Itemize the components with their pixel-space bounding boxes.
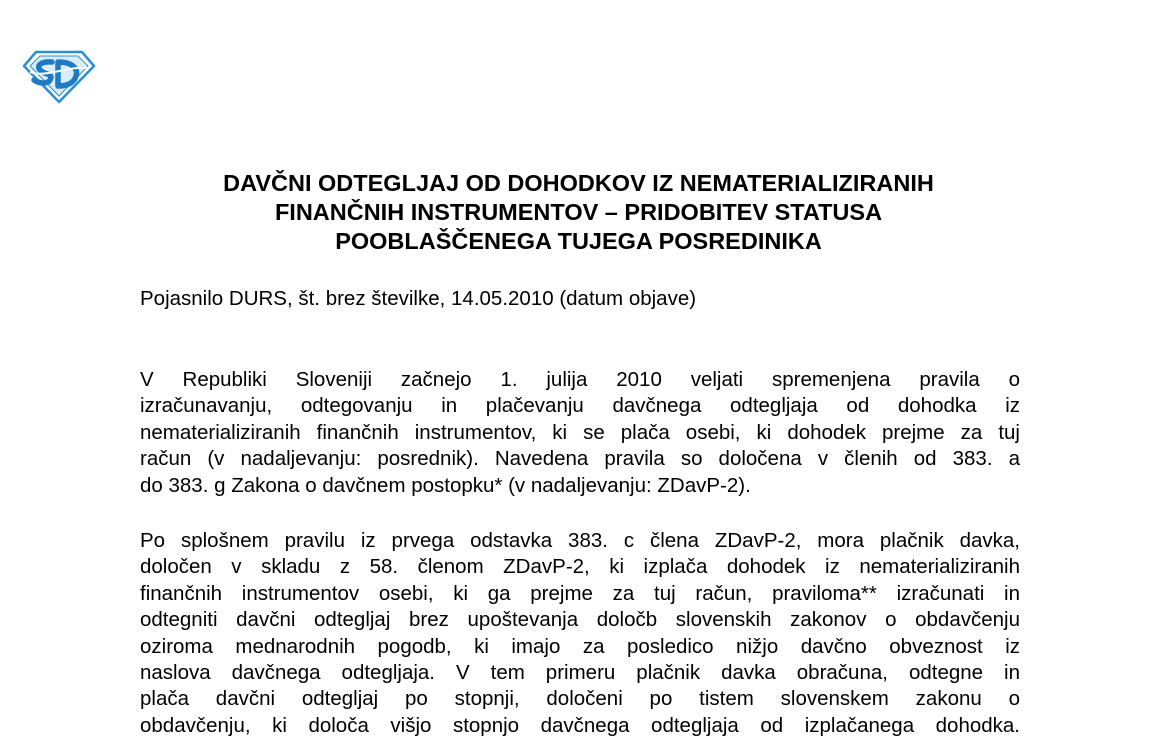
paragraph-line: do 383. g Zakona o davčnem postopku* (v nadaljevanju: ZDavP-2). [140,473,751,497]
paragraph-line: nematerializiranih finančnih instrumentov, ki se plača osebi, ki dohodek prejme za tuj [140,420,1020,444]
paragraph-line: račun (v nadaljevanju: posrednik). Navedena pravila so določena v členih od 383. a [140,447,1020,471]
title-line: FINANČNIH INSTRUMENTOV – PRIDOBITEV STATUSA [274,199,883,225]
document-subtitle: Pojasnilo DURS, št. brez številke, 14.05.2010 (datum objave) [140,287,697,310]
paragraph-line: obdavčenju, ki določa višjo stopnjo davčnega odtegljaja od izplačanega dohodka. [140,713,1020,737]
paragraph-line: izračunavanju, odtegovanju in plačevanju davčnega odtegljaja od dohodka iz [140,394,1020,418]
document-title [60,169,1097,256]
paragraph-line: V Republiki Sloveniji začnejo 1. julija 2010 veljati spremenjena pravila o [140,368,1020,391]
paragraph-line: določen v skladu z 58. členom ZDavP-2, ki izplača dohodek iz nematerializiranih [140,555,1020,579]
paragraph-line: odtegniti davčni odtegljaj brez upoštevanja določb slovenskih zakonov o obdavčenju [140,608,1020,632]
sd-diamond-logo-icon [22,50,96,104]
title-line: DAVČNI ODTEGLJAJ OD DOHODKOV IZ NEMATERIALIZIRANIH [223,170,934,196]
paragraph-line: plača davčni odtegljaj po stopnji, določeni po tistem slovenskem zakonu o [140,687,1020,711]
title-line: POOBLAŠČENEGA TUJEGA POSREDINIKA [335,228,822,254]
paragraph-line: oziroma mednarodnih pogodb, ki imajo za posledico nižjo davčno obveznost iz [140,634,1020,658]
paragraph-line: finančnih instrumentov osebi, ki ga prejme za tuj račun, praviloma** izračunati in [140,581,1020,605]
body-paragraph [140,367,1020,499]
paragraph-line: naslova davčnega odtegljaja. V tem primeru plačnik davka obračuna, odtegne in [140,660,1020,684]
paragraph-line: Po splošnem pravilu iz prvega odstavka 383. c člena ZDavP-2, mora plačnik davka, [140,529,1020,552]
body-paragraph [140,528,1020,739]
